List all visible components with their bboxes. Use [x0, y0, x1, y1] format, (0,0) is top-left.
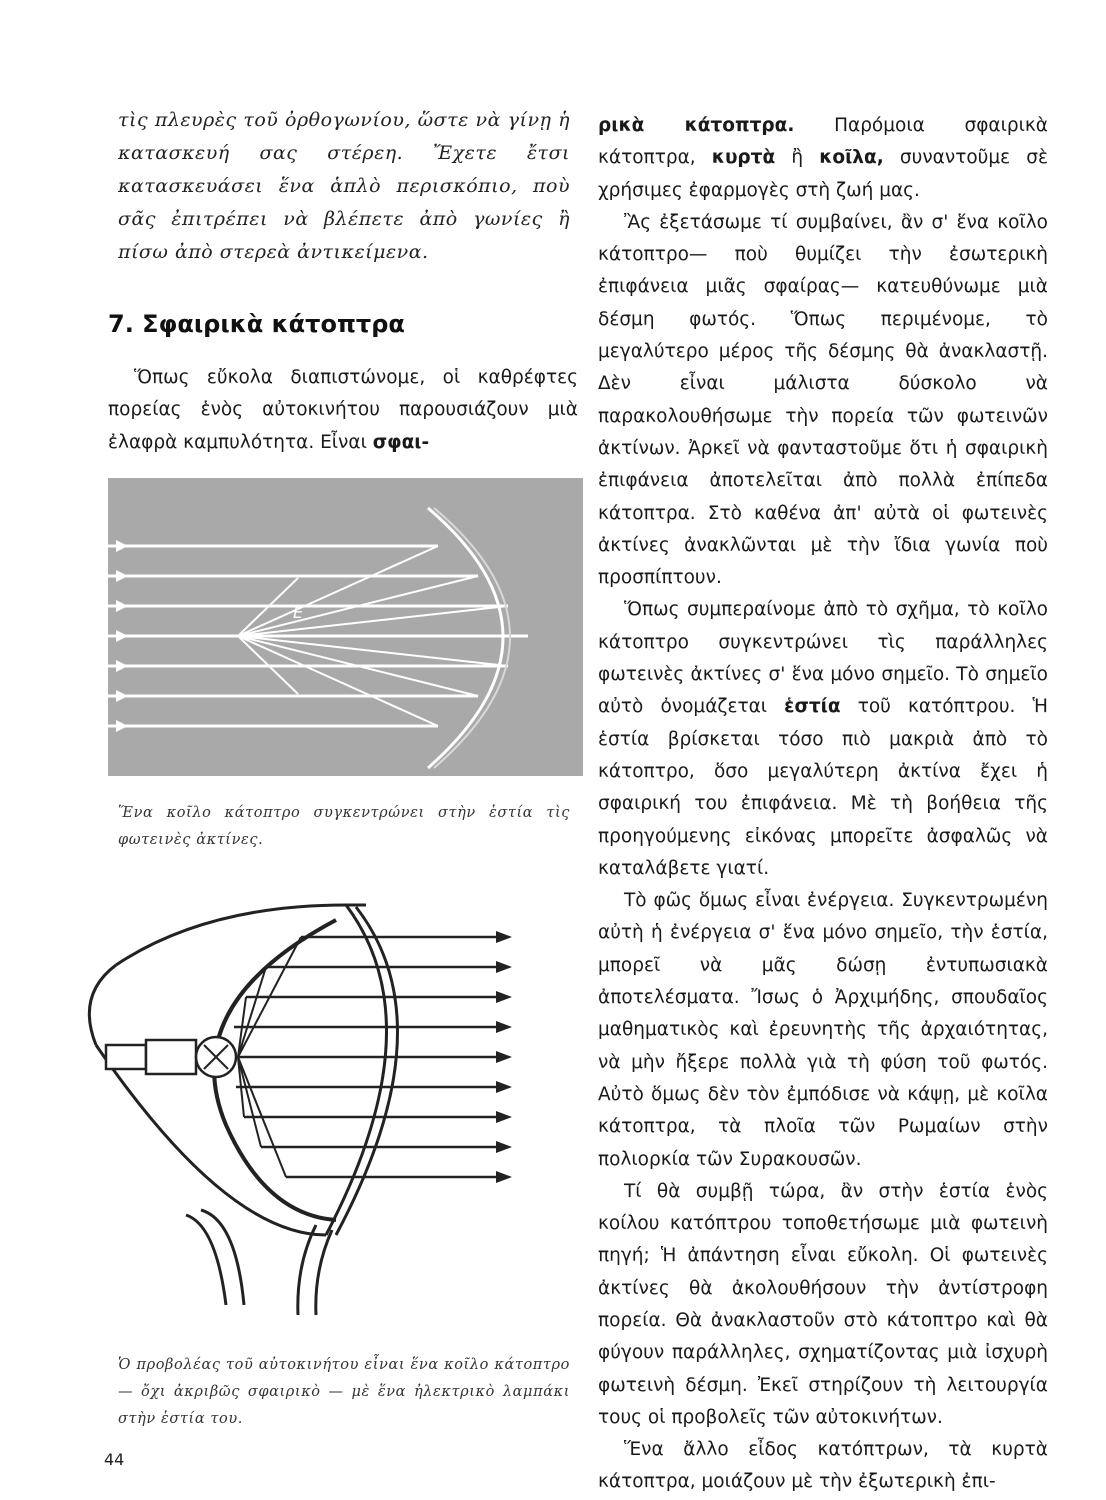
section-heading: 7. Σφαιρικὰ κάτοπτρα: [108, 310, 405, 338]
left-paragraph-1: [108, 362, 578, 459]
focus-label: E: [293, 603, 304, 622]
right-paragraph-5: Τί θὰ συμβῇ τώρα, ἂν στὴν ἑστία ἑνὸς κοίλου κατόπτρου τοποθετήσωμε μιὰ φωτεινὴ πηγή; Ἡ ἀπάντηση εἶναι εὔκολη. Οἱ φωτεινὲς ἀκτίνες θὰ ἀκολουθήσουν τὴν ἀντίστροφη πορεία. Θὰ ἀνακλαστοῦν στὸ κάτοπτρο καὶ θὰ φύγουν παράλληλες, σχηματίζοντας μιὰ ἰσχυρὴ φωτεινὴ δέσμη. Ἐκεῖ στηρίζουν τὴ λειτουργία τους οἱ προβολεῖς τῶν αὐτοκινήτων.: [598, 1180, 1048, 1428]
figure-background: [108, 478, 583, 776]
outgoing-rays: [234, 937, 496, 1177]
right-paragraph-4: Τὸ φῶς ὅμως εἶναι ἐνέργεια. Συγκεντρωμένη αὐτὴ ἡ ἐνέργεια σ' ἕνα μόνο σημεῖο, τὴν ἑστία, μπορεῖ νὰ μᾶς δώσῃ ἐντυπωσιακὰ ἀποτελέσματα. Ἴσως ὁ Ἀρχιμήδης, σπουδαῖος μαθηματικὸς καὶ ἐρευνητὴς τῆς ἀρχαιότητας, νὰ μὴν ἤξερε πολλὰ γιὰ τὴ φύση τοῦ φωτός. Αὐτὸ ὅμως δὲν τὸν ἐμπόδισε νὰ κάψῃ, μὲ κοῖλα κάτοπτρα, τὰ πλοῖα τῶν Ρωμαίων στὴν πολιορκία τῶν Συρακουσῶν.: [598, 890, 1048, 1170]
headlight-lens-curve: [326, 905, 387, 1235]
concave-mirror-figure: [108, 478, 583, 776]
headlight-housing-top: [116, 905, 366, 965]
left-paragraph-1-bold: σφαι-: [372, 431, 430, 453]
left-paragraph-1-text: Ὅπως εὔκολα διαπιστώνομε, οἱ καθρέφτες πορείας ἑνὸς αὐτοκινήτου παρουσιάζουν μιὰ ἐλαφρὰ καμπυλότητα. Εἶναι: [108, 367, 578, 453]
headlight-mount: [186, 1210, 332, 1315]
intro-italic-text: τὶς πλευρὲς τοῦ ὀρθογωνίου, ὥστε νὰ γίνῃ ἡ κατασκευή σας στέρεη. Ἔχετε ἔτσι κατασκευάσει ἕνα ἁπλὸ περισκόπιο, ποὺ σᾶς ἐπιτρέπει νὰ βλέπετε ἀπὸ γωνίες ἢ πίσω ἀπὸ στερεὰ ἀντικείμενα.: [118, 109, 570, 263]
right-paragraph-1: ρικὰ κάτοπτρα. Παρόμοια σφαιρικὰ κάτοπτρα, κυρτὰ ἢ κοῖλα, συναντοῦμε σὲ χρήσιμες ἐφαρμογὲς στὴ ζωή μας.: [598, 115, 1048, 201]
right-paragraph-6: Ἕνα ἄλλο εἶδος κατόπτρων, τὰ κυρτὰ κάτοπτρα, μοιάζουν μὲ τὴν ἐξωτερικὴ ἐπι-: [598, 1439, 1048, 1493]
right-column: [598, 110, 1048, 1499]
outgoing-arrowheads: [496, 931, 512, 1183]
page-number: 44: [104, 1450, 125, 1469]
figure2-caption: Ὁ προβολέας τοῦ αὐτοκινήτου εἶναι ἕνα κοῖλο κάτοπτρο — ὄχι ἀκριβῶς σφαιρικὸ — μὲ ἕνα ἠλεκτρικὸ λαμπάκι στὴν ἑστία του.: [118, 1357, 570, 1427]
headlight-figure: [76, 885, 580, 1320]
right-paragraph-3: Ὅπως συμπεραίνομε ἀπὸ τὸ σχῆμα, τὸ κοῖλο κάτοπτρο συγκεντρώνει τὶς παράλληλες φωτεινὲς ἀκτίνες σ' ἕνα μόνο σημεῖο. Τὸ σημεῖο αὐτὸ ὀνομάζεται ἑστία τοῦ κατόπτρου. Ἡ ἑστία βρίσκεται τόσο πιὸ μακριὰ ἀπὸ τὸ κάτοπτρο, ὅσο μεγαλύτερη ἀκτίνα ἔχει ἡ σφαιρική του ἐπιφάνεια. Μὲ τὴ βοήθεια τῆς προηγούμενης εἰκόνας μπορεῖτε ἀσφαλῶς νὰ καταλάβετε γιατί.: [598, 599, 1048, 879]
figure1-caption: Ἕνα κοῖλο κάτοπτρο συγκεντρώνει στὴν ἑστία τὶς φωτεινὲς ἀκτίνες.: [118, 805, 570, 848]
right-paragraph-2: Ἂς ἐξετάσωμε τί συμβαίνει, ἂν σ' ἕνα κοῖλο κάτοπτρο— ποὺ θυμίζει τὴν ἐσωτερικὴ ἐπιφάνεια μιᾶς σφαίρας— κατευθύνωμε μιὰ δέσμη φωτός. Ὅπως περιμένομε, τὸ μεγαλύτερο μέρος τῆς δέσμης θὰ ἀνακλαστῇ. Δὲν εἶναι μάλιστα δύσκολο νὰ παρακολουθήσωμε τὴν πορεία τῶν φωτεινῶν ἀκτίνων. Ἀρκεῖ νὰ φανταστοῦμε ὅτι ἡ σφαιρικὴ ἐπιφάνεια ἀποτελεῖται ἀπὸ πολλὰ ἐπίπεδα κάτοπτρα. Στὸ καθένα ἀπ' αὐτὰ οἱ φωτεινὲς ἀκτίνες ἀνακλῶνται μὲ τὴν ἴδια γωνία ποὺ προσπίπτουν.: [598, 211, 1048, 589]
bulb-socket: [106, 1037, 236, 1077]
